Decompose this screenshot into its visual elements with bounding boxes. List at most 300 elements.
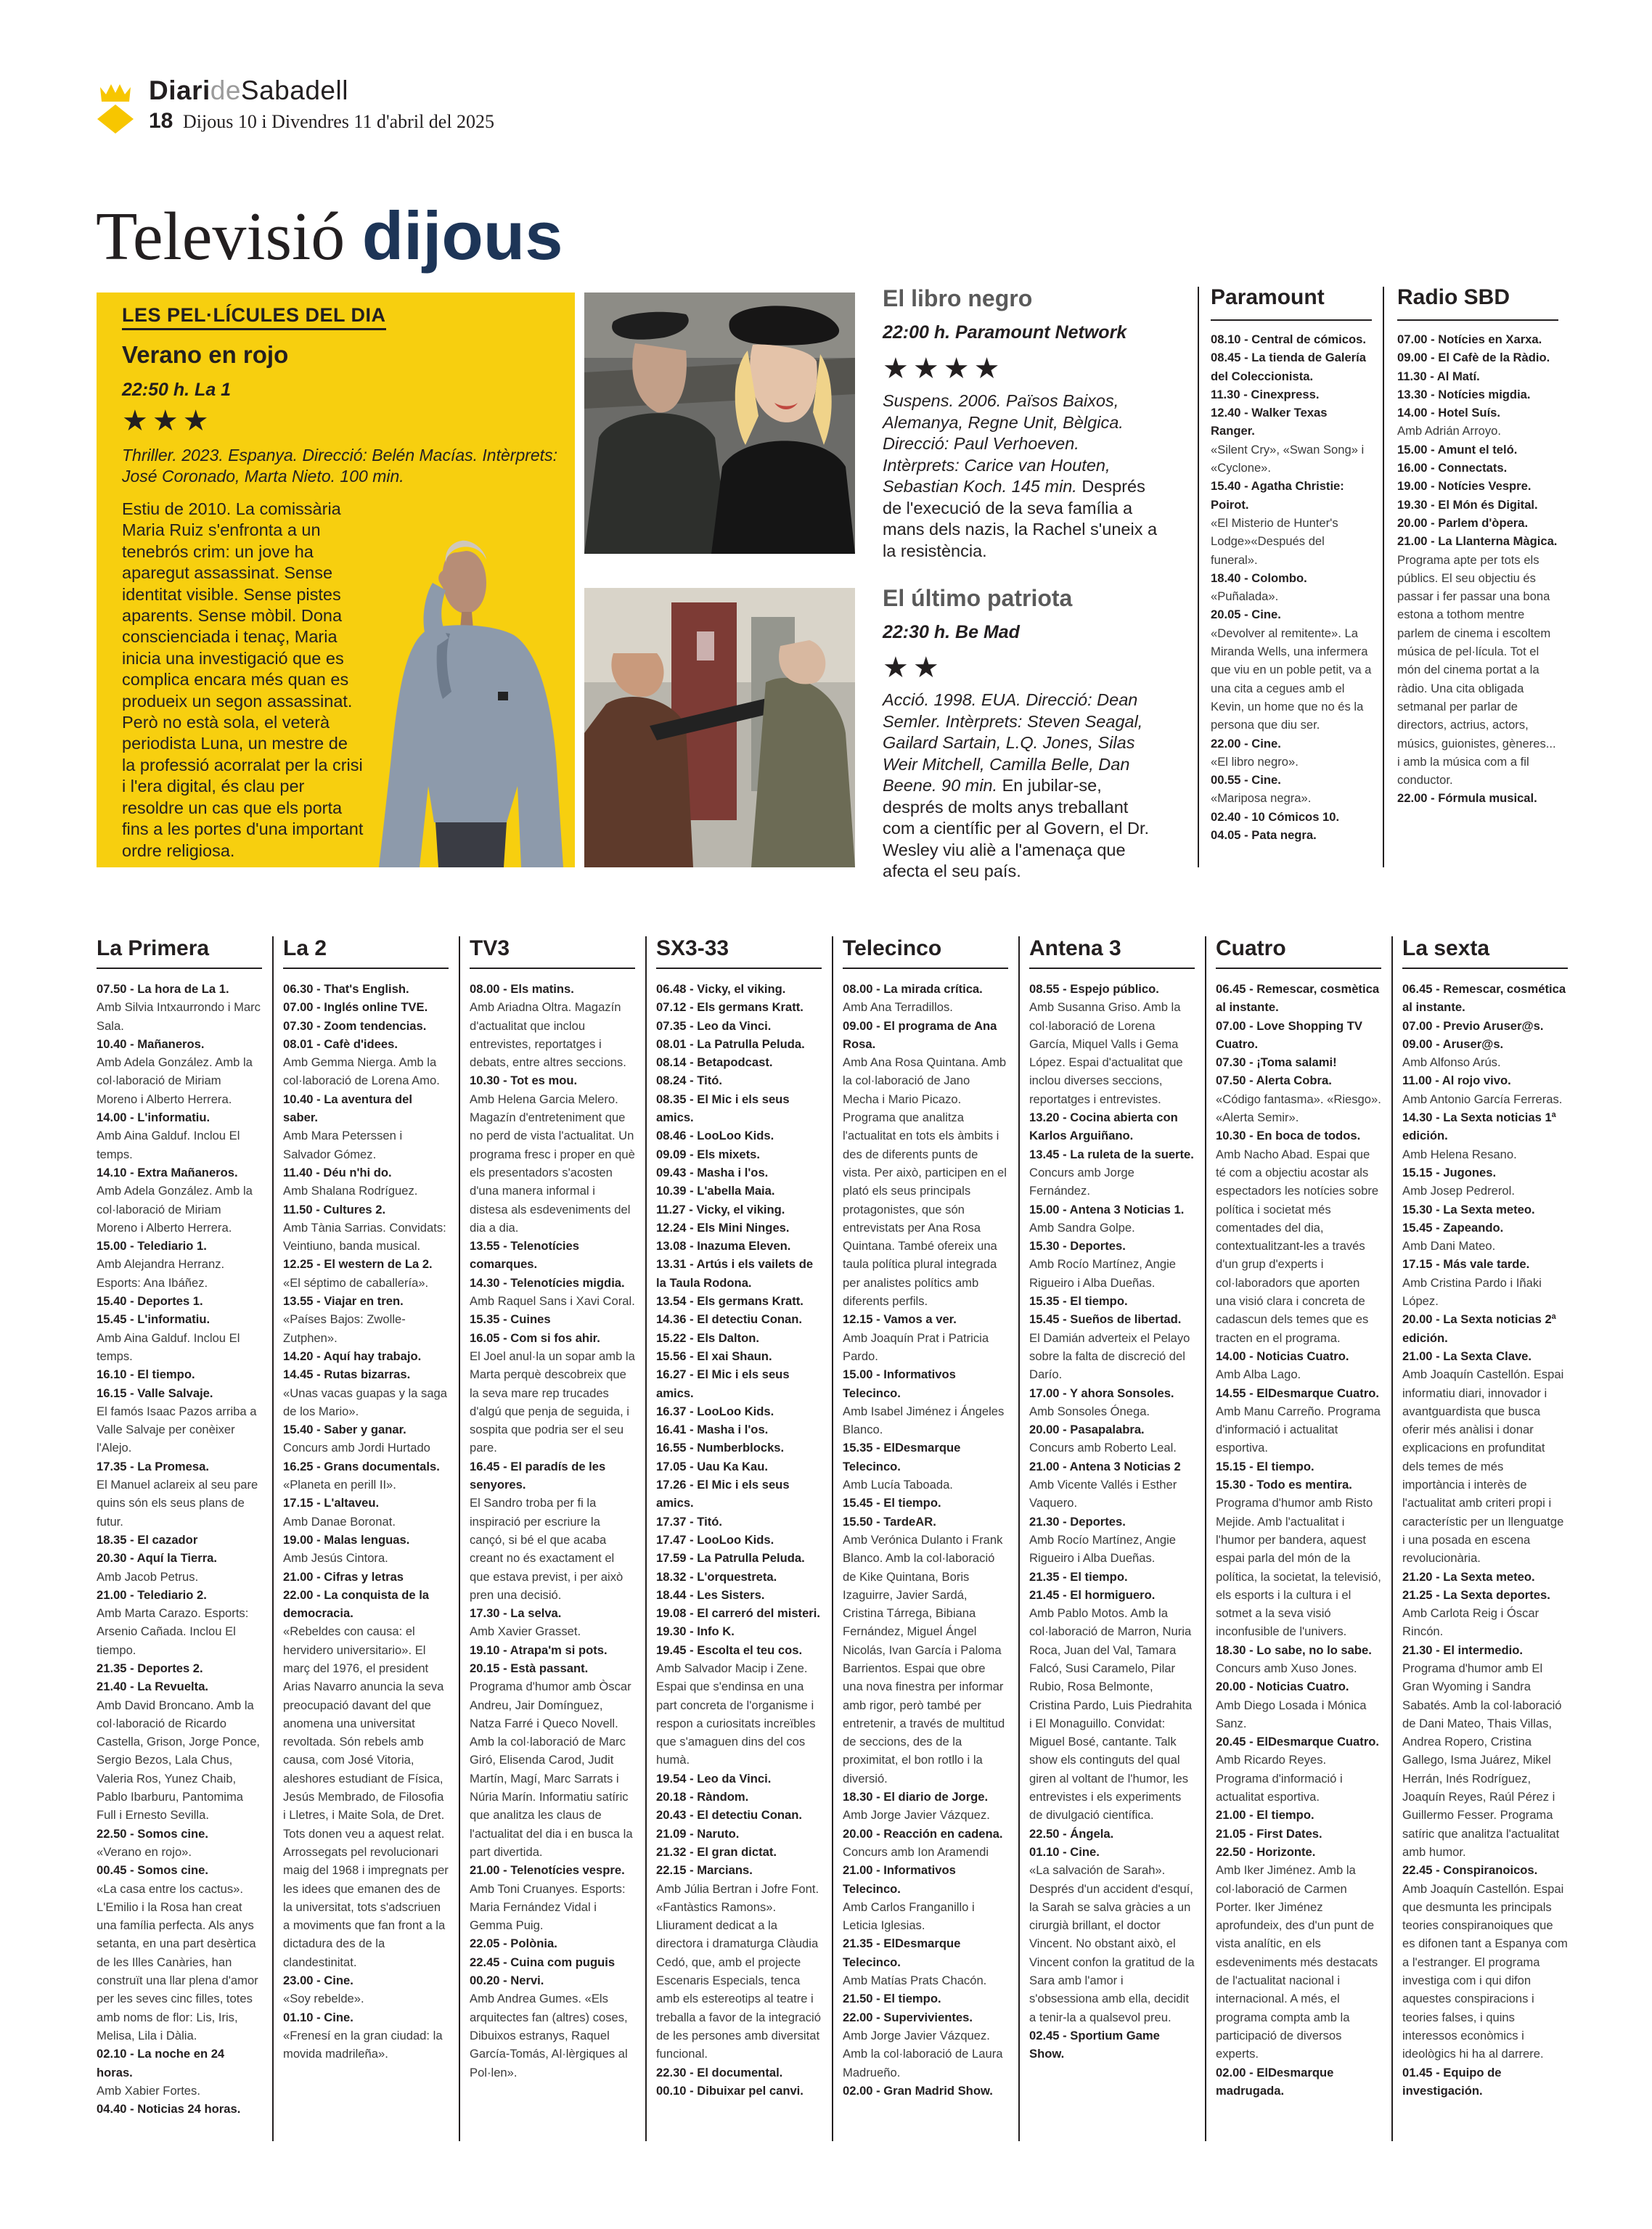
program-entry: 02.10 - La noche en 24 horas.: [97, 2047, 225, 2079]
program-entry: 16.41 - Masha i l'os.: [656, 1423, 769, 1437]
program-entry: 07.00 - Notícies en Xarxa.: [1397, 332, 1542, 346]
program-entry: 14.00 - Hotel Suís.: [1397, 406, 1501, 420]
program-entry: 16.10 - El tiempo.: [97, 1367, 195, 1382]
program-entry: 08.00 - Els matins.: [470, 982, 574, 996]
program-description: Amb Ana Rosa Quintana. Amb la col·laboració de Jano Mecha i Mario Picazo. Programa que analitza l'actualitat en tots els àmbits i des de diferents punts de vista. Per això, participen en el plató els seus principals protagonistes, que són entrevistats per Ana Rosa Quintana. També ofereix una taula política plural integrada per analistes polítics amb diferents perfils.: [843, 1055, 1007, 1309]
header-rule: [1402, 968, 1568, 969]
program-description: Amb Ana Terradillos.: [843, 1000, 953, 1015]
program-description: Amb Carlos Franganillo i Leticia Iglesias.: [843, 1899, 975, 1933]
program-description: Programa d'humor amb Òscar Andreu, Jair Domínguez, Natza Farré i Queco Novell. Amb la col·laboració de Marc Giró, Elisenda Carod, Judit Martín, Magí, Marc Sarrats i Núria Marín. Informatiu satíric que analitza les claus de l'actualitat del dia i en busca la part divertida.: [470, 1680, 633, 1859]
program-entry: 15.56 - El xai Shaun.: [656, 1349, 772, 1363]
program-entry: 21.32 - El gran dictat.: [656, 1844, 777, 1859]
program-entry: 10.30 - Tot es mou.: [470, 1073, 578, 1088]
program-entry: 14.30 - Telenotícies migdia.: [470, 1275, 625, 1290]
channel-header-antena-3: Antena 3: [1029, 936, 1121, 960]
schedule-la-sexta: [1402, 980, 1568, 2100]
program-entry: 17.15 - Más vale tarde.: [1402, 1257, 1530, 1272]
channel-header-radio-sbd: Radio SBD: [1397, 285, 1510, 309]
program-description: Amb Rocío Martínez, Angie Rigueiro i Alba Dueñas.: [1029, 1532, 1176, 1566]
program-description: Amb Iker Jiménez. Amb la col·laboració de Carmen Porter. Iker Jiménez aprofundeix, des d'un punt de vista analític, en els esdeveniments més destacats de l'actualitat nacional i internacional. A més, el programa compta amb la participació de diversos experts.: [1216, 1863, 1378, 2061]
program-entry: 17.26 - El Mic i els seus amics.: [656, 1478, 790, 1510]
program-description: «Puñalada».: [1211, 589, 1279, 604]
program-entry: 08.00 - La mirada crítica.: [843, 982, 983, 996]
program-description: «Soy rebelde».: [283, 1992, 364, 2006]
film3-rating-stars: ★★: [883, 652, 944, 684]
program-entry: 17.15 - L'altaveu.: [283, 1496, 380, 1510]
program-entry: 21.30 - El intermedio.: [1402, 1643, 1523, 1657]
program-entry: 13.55 - Viajar en tren.: [283, 1294, 404, 1309]
program-entry: 15.00 - Amunt el teló.: [1397, 442, 1518, 457]
program-description: El Sandro troba per fi la inspiració per escriure la cançó, si bé el que acaba creant no és exactament el que estava previst, i per això pren una decisió.: [470, 1496, 623, 1602]
program-entry: 08.10 - Central de cómicos.: [1211, 332, 1366, 346]
program-entry: 15.00 - Antena 3 Noticias 1.: [1029, 1202, 1185, 1216]
program-description: Amb Adrián Arroyo.: [1397, 424, 1501, 438]
program-description: Amb Alfonso Arús.: [1402, 1055, 1501, 1070]
program-entry: 18.32 - L'orquestreta.: [656, 1569, 777, 1584]
program-description: Amb Mara Peterssen i Salvador Gómez.: [283, 1129, 403, 1161]
program-entry: 13.31 - Artús i els vailets de la Taula Rodona.: [656, 1257, 814, 1290]
program-description: Amb Helena Resano.: [1402, 1147, 1517, 1161]
program-entry: 15.45 - L'informatiu.: [97, 1312, 210, 1327]
channel-header-tv3: TV3: [470, 936, 510, 960]
page-date: Dijous 10 i Divendres 11 d'abril del 2025: [183, 111, 495, 132]
program-entry: 06.45 - Remescar, cosmètica al instante.: [1216, 982, 1380, 1015]
program-entry: 13.30 - Notícies migdia.: [1397, 387, 1531, 401]
program-entry: 13.54 - Els germans Kratt.: [656, 1294, 803, 1309]
program-entry: 19.45 - Escolta el teu cos.: [656, 1643, 803, 1657]
program-entry: 15.35 - El tiempo.: [1029, 1294, 1128, 1309]
program-description: Amb Aina Galduf. Inclou El temps.: [97, 1330, 240, 1363]
channel-header-la-2: La 2: [283, 936, 327, 960]
film2-still-photo: [584, 293, 855, 554]
program-description: «Código fantasma». «Riesgo». «Alerta Semir».: [1216, 1092, 1381, 1125]
program-entry: 06.45 - Remescar, cosmética al instante.: [1402, 982, 1566, 1015]
program-description: Amb Ricardo Reyes. Programa d'informació i actualitat esportiva.: [1216, 1753, 1343, 1804]
program-entry: 13.20 - Cocina abierta con Karlos Arguiñano.: [1029, 1111, 1178, 1143]
program-entry: 11.30 - Cinexpress.: [1211, 387, 1320, 401]
schedule-antena-3: [1029, 980, 1195, 2064]
program-description: Amb Xabier Fortes.: [97, 2083, 200, 2098]
schedule-telecinco: [843, 980, 1008, 2100]
program-entry: 22.45 - Cuina com puguis: [470, 1955, 616, 1969]
program-entry: 14.55 - ElDesmarque Cuatro.: [1216, 1386, 1380, 1400]
program-entry: 21.09 - Naruto.: [656, 1826, 740, 1841]
program-entry: 08.24 - Titó.: [656, 1073, 722, 1088]
films-label: LES PEL·LÍCULES DEL DIA: [122, 304, 386, 330]
program-description: «Rebeldes con causa: el hervidero universitario». El març del 1976, el president Arias Navarro anuncia la seva preocupació davant del que anomena una universitat revoltada. Són rebels amb causa, com José Vitoria, aleshores estudiant de Física, Jesús Membrado, de Filosofia i Lletres, i Maite Sola, de Dret. Tots donen veu a aquest relat. Arrossegats pel revolucionari maig del 1968 i impregnats per les idees que emanen des de la universitat, tots s'adscriuen a moviments que fan front a la dictadura des de la clandestinitat.: [283, 1624, 449, 1969]
program-entry: 14.10 - Extra Mañaneros.: [97, 1165, 238, 1179]
program-entry: 10.39 - L'abella Maia.: [656, 1184, 775, 1198]
program-description: Amb Ariadna Oltra. Magazín d'actualitat que inclou entrevistes, reportatges i debats, entre altres seccions.: [470, 1000, 626, 1070]
program-description: Amb Silvia Intxaurrondo i Marc Sala.: [97, 1000, 261, 1033]
film2-credits: Suspens. 2006. Països Baixos, Alemanya, Regne Unit, Bèlgica. Direcció: Paul Verhoeven. Intèrprets: Carice van Houten, Sebastian Koch. 145 min.: [883, 391, 1124, 496]
program-description: Amb Jacob Petrus.: [97, 1569, 199, 1584]
program-description: Amb Adela González. Amb la col·laboració de Miriam Moreno i Alberto Herrera.: [97, 1055, 253, 1106]
schedule-la-2: [283, 980, 449, 2064]
program-entry: 09.00 - Aruser@s.: [1402, 1036, 1504, 1051]
program-entry: 17.05 - Uau Ka Kau.: [656, 1459, 769, 1473]
program-description: Amb Tània Sarrias. Convidats: Veintiuno, banda musical.: [283, 1220, 446, 1253]
program-entry: 14.00 - L'informatiu.: [97, 1111, 210, 1125]
program-entry: 23.00 - Cine.: [283, 1974, 353, 1988]
program-description: Amb Toni Cruanyes. Esports: Maria Fernández Vidal i Gemma Puig.: [470, 1881, 626, 1933]
film2-schedule: 22:00 h. Paramount Network: [883, 322, 1127, 343]
program-entry: 07.35 - Leo da Vinci.: [656, 1018, 772, 1033]
program-entry: 21.00 - La Llanterna Màgica.: [1397, 534, 1558, 549]
program-description: Amb Jorge Javier Vázquez.: [843, 1808, 990, 1823]
program-entry: 19.00 - Notícies Vespre.: [1397, 479, 1532, 494]
program-description: Amb Jorge Javier Vázquez. Amb la col·laboració de Laura Madrueño.: [843, 2028, 1003, 2079]
program-entry: 15.40 - Saber y ganar.: [283, 1423, 406, 1437]
program-description: Amb Antonio García Ferreras.: [1402, 1092, 1563, 1106]
channel-header-cuatro: Cuatro: [1216, 936, 1286, 960]
program-entry: 22.00 - Cine.: [1211, 736, 1281, 751]
program-entry: 21.00 - Antena 3 Noticias 2: [1029, 1459, 1181, 1473]
program-description: Amb Matías Prats Chacón.: [843, 1974, 987, 1988]
program-entry: 15.00 - Telediario 1.: [97, 1239, 207, 1253]
schedule-la-primera: [97, 980, 262, 2118]
program-entry: 15.50 - TardeAR.: [843, 1514, 936, 1529]
program-description: Amb Diego Losada i Mónica Sanz.: [1216, 1698, 1367, 1730]
film1-schedule: 22:50 h. La 1: [122, 380, 232, 400]
program-entry: 21.00 - La Sexta Clave.: [1402, 1349, 1532, 1363]
program-entry: 11.00 - Al rojo vivo.: [1402, 1073, 1511, 1088]
program-description: «Silent Cry», «Swan Song» i «Cyclone».: [1211, 442, 1365, 475]
program-description: El Joel anul·la un sopar amb la Marta perquè descobreix que la seva mare rep trucades d'algú que penja de seguida, i sospita que podria ser el seu pare.: [470, 1349, 635, 1455]
program-entry: 08.45 - La tienda de Galería del Coleccionista.: [1211, 351, 1366, 383]
film1-credits: Thriller. 2023. Espanya. Direcció: Belén Macías. Intèrprets: José Coronado, Marta Nieto. 100 min.: [122, 446, 557, 486]
program-description: «Mariposa negra».: [1211, 791, 1312, 806]
schedule-radio-sbd: [1397, 330, 1558, 808]
program-entry: 20.30 - Aquí la Tierra.: [97, 1551, 218, 1566]
program-entry: 16.27 - El Mic i els seus amics.: [656, 1367, 790, 1400]
program-description: Amb Cristina Pardo i Iñaki López.: [1402, 1275, 1542, 1309]
program-description: «Países Bajos: Zwolle-Zutphen».: [283, 1312, 406, 1345]
program-description: Amb Danae Boronat.: [283, 1514, 396, 1529]
program-description: Concurs amb Ion Aramendi: [843, 1844, 989, 1859]
program-entry: 07.30 - ¡Toma salami!: [1216, 1055, 1337, 1070]
program-entry: 22.15 - Marcians.: [656, 1863, 753, 1878]
program-description: Amb Nacho Abad. Espai que té com a objectiu acostar als espectadors les notícies sobre política i societat més comentades del dia, contextualitzant-les a través d'un grup d'experts i col·laboradors que aporten una visió clara i concreta de cadascun dels temes que es tracten en el programa.: [1216, 1147, 1379, 1345]
program-entry: 21.25 - La Sexta deportes.: [1402, 1587, 1550, 1602]
program-entry: 17.35 - La Promesa.: [97, 1459, 209, 1473]
page-number: 18: [149, 109, 173, 133]
program-entry: 00.55 - Cine.: [1211, 773, 1281, 788]
column-divider: [1391, 936, 1393, 2141]
program-description: Amb Verónica Dulanto i Frank Blanco. Amb la col·laboració de Kike Quintana, Boris Izaguirre, Javier Sardá, Cristina Tárrega, Bibiana Fernández, Miguel Ángel Nicolás, Ivan García i Paloma Barrientos. Espai que obre una nova finestra per informar amb rigor, però també per entretenir, a través de multitud de seccions, des de la proximitat, el bon rotllo i la diversió.: [843, 1532, 1005, 1786]
program-entry: 22.50 - Somos cine.: [97, 1826, 209, 1841]
column-divider: [645, 936, 647, 2141]
program-entry: 21.35 - Deportes 2.: [97, 1661, 203, 1675]
program-entry: 21.00 - El tiempo.: [1216, 1808, 1314, 1823]
actor-photo: [376, 474, 565, 867]
program-entry: 20.15 - Està passant.: [470, 1661, 589, 1675]
program-entry: 14.00 - Noticias Cuatro.: [1216, 1349, 1349, 1363]
channel-header-telecinco: Telecinco: [843, 936, 942, 960]
film2-title: El libro negro: [883, 285, 1033, 311]
program-description: «Unas vacas guapas y la saga de los Mario».: [283, 1386, 448, 1418]
program-entry: 08.46 - LooLoo Kids.: [656, 1129, 774, 1143]
program-entry: 11.40 - Déu n'hi do.: [283, 1165, 392, 1179]
film1-title: Verano en rojo: [122, 341, 289, 368]
program-entry: 12.24 - Els Mini Ninges.: [656, 1220, 790, 1235]
program-entry: 00.45 - Somos cine.: [97, 1863, 209, 1878]
program-entry: 18.30 - Lo sabe, no lo sabe.: [1216, 1643, 1372, 1657]
program-description: Amb Adela González. Amb la col·laboració de Miriam Moreno i Alberto Herrera.: [97, 1184, 253, 1235]
film2-rating-stars: ★★★★: [883, 353, 1005, 385]
program-description: Amb Alba Lago.: [1216, 1367, 1301, 1382]
program-entry: 16.55 - Numberblocks.: [656, 1441, 785, 1455]
channel-header-paramount: Paramount: [1211, 285, 1325, 309]
program-entry: 20.00 - Reacción en cadena.: [843, 1826, 1003, 1841]
program-description: «Verano en rojo».: [97, 1844, 192, 1859]
program-entry: 00.20 - Nervi.: [470, 1974, 544, 1988]
program-description: Amb Joaquín Prat i Patricia Pardo.: [843, 1330, 989, 1363]
program-entry: 20.43 - El detectiu Conan.: [656, 1808, 803, 1823]
program-description: El famós Isaac Pazos arriba a Valle Salvaje per conèixer l'Alejo.: [97, 1404, 257, 1455]
program-description: Amb Carlota Reig i Óscar Rincón.: [1402, 1606, 1539, 1639]
program-entry: 15.15 - Jugones.: [1402, 1165, 1497, 1179]
program-entry: 22.00 - Supervivientes.: [843, 2010, 973, 2024]
program-description: Amb Marta Carazo. Esports: Arsenio Cañada. Inclou El tiempo.: [97, 1606, 249, 1657]
program-description: Amb Aina Galduf. Inclou El temps.: [97, 1129, 240, 1161]
program-entry: 20.45 - ElDesmarque Cuatro.: [1216, 1735, 1380, 1749]
program-entry: 02.00 - ElDesmarque madrugada.: [1216, 2065, 1334, 2098]
column-divider: [1383, 287, 1384, 867]
program-entry: 10.40 - La aventura del saber.: [283, 1092, 413, 1125]
program-entry: 07.00 - Love Shopping TV Cuatro.: [1216, 1018, 1362, 1051]
program-entry: 15.30 - La Sexta meteo.: [1402, 1202, 1535, 1216]
program-entry: 21.35 - ElDesmarque Telecinco.: [843, 1936, 961, 1969]
program-entry: 21.45 - El hormiguero.: [1029, 1587, 1156, 1602]
program-description: Programa d'humor amb El Gran Wyoming i Sandra Sabatés. Amb la col·laboració de Dani Mateo, Thais Villas, Andrea Ropero, Cristina Gallego, Isma Juárez, Mikel Herrán, Inés Rodríguez, Joaquín Reyes, Raúl Pérez i Guillermo Fesser. Programa satíric que analitza l'actualitat amb humor.: [1402, 1661, 1562, 1859]
film3-synopsis: En jubilar-se, després de molts anys treballant com a científic per al Govern, el Dr. Wesley viu aliè a l'amenaça que afecta el seu país.: [883, 776, 1150, 880]
program-entry: 19.30 - Info K.: [656, 1624, 735, 1639]
film3-title: El último patriota: [883, 585, 1073, 611]
header-rule: [656, 968, 822, 969]
program-entry: 21.05 - First Dates.: [1216, 1826, 1322, 1841]
films-of-day-box: [97, 293, 575, 867]
program-entry: 20.00 - Noticias Cuatro.: [1216, 1680, 1349, 1694]
program-entry: 16.00 - Connectats.: [1397, 461, 1508, 475]
program-description: Concurs amb Xuso Jones.: [1216, 1661, 1357, 1675]
program-entry: 17.47 - LooLoo Kids.: [656, 1532, 774, 1547]
program-entry: 07.30 - Zoom tendencias.: [283, 1018, 427, 1033]
brand-name: DiarideSabadell: [149, 75, 348, 105]
program-entry: 22.00 - Fórmula musical.: [1397, 791, 1537, 806]
program-entry: 02.45 - Sportium Game Show.: [1029, 2028, 1160, 2061]
program-description: Amb Shalana Rodríguez.: [283, 1184, 418, 1198]
program-entry: 00.10 - Dibuixar pel canvi.: [656, 2083, 803, 2098]
program-entry: 06.30 - That's English.: [283, 982, 409, 996]
program-entry: 11.27 - Vicky, el viking.: [656, 1202, 785, 1216]
header-rule: [1029, 968, 1195, 969]
program-entry: 16.45 - El paradís de les senyores.: [470, 1459, 606, 1492]
program-entry: 21.00 - Telenotícies vespre.: [470, 1863, 625, 1878]
program-description: Amb Joaquín Castellón. Espai que desmunta les principals teories conspiranoiques que es difonen tant a Espanya com a l'estranger. El programa investiga com i qui difon aquestes conspiracions i teories falses, i quins interessos econòmics i ideològics hi ha al darrere.: [1402, 1881, 1568, 2061]
program-entry: 15.45 - El tiempo.: [843, 1496, 941, 1510]
program-description: «La casa entre los cactus». L'Emilio i la Rosa han creat una família perfecta. Als anys setanta, en una part desèrtica de les Illes Canàries, han construït una llar plena d'amor per les seves cinc filles, totes amb noms de flor: Lis, Iris, Melisa, Lila i Dàlia.: [97, 1881, 258, 2042]
program-entry: 15.35 - Cuines: [470, 1312, 551, 1327]
program-entry: 16.37 - LooLoo Kids.: [656, 1404, 774, 1418]
film3-credits: Acció. 1998. EUA. Direcció: Dean Semler. Intèrprets: Steven Seagal, Gailard Sartain, L.Q. Jones, Silas Weir Mitchell, Camilla Belle, Dan Beene. 90 min.: [883, 690, 1143, 795]
program-entry: 13.55 - Telenotícies comarques.: [470, 1239, 579, 1272]
program-entry: 08.01 - Cafè d'idees.: [283, 1036, 398, 1051]
program-entry: 22.30 - El documental.: [656, 2065, 783, 2079]
program-entry: 14.30 - La Sexta noticias 1ª edición.: [1402, 1111, 1556, 1143]
column-divider: [1018, 936, 1020, 2141]
program-entry: 20.18 - Ràndom.: [656, 1790, 749, 1804]
program-entry: 10.30 - En boca de todos.: [1216, 1129, 1361, 1143]
program-description: Amb Sandra Golpe.: [1029, 1220, 1135, 1235]
program-description: El Manuel aclareix al seu pare quins són els seus plans de futur.: [97, 1478, 258, 1529]
header-rule: [470, 968, 635, 969]
program-entry: 15.45 - Sueños de libertad.: [1029, 1312, 1182, 1327]
program-entry: 06.48 - Vicky, el viking.: [656, 982, 786, 996]
program-entry: 21.00 - Cifras y letras: [283, 1569, 404, 1584]
program-description: El Damián adverteix el Pelayo sobre la falta de discreció del Darío.: [1029, 1330, 1190, 1382]
program-entry: 12.25 - El western de La 2.: [283, 1257, 433, 1272]
program-entry: 18.30 - El diario de Jorge.: [843, 1790, 989, 1804]
program-entry: 07.00 - Inglés online TVE.: [283, 1000, 428, 1015]
film3-schedule: 22:30 h. Be Mad: [883, 622, 1020, 642]
film1-synopsis: Estiu de 2010. La comissària Maria Ruiz s'enfronta a un tenebrós crim: un jove ha aparegut assassinat. Sense identitat visible. Sense pistes aparents. Sense mòbil. Dona conscienciada i tenaç, Maria inicia una investigació que es complica encara més quan es produeix un segon assassinat. Però no està sola, el veterà periodista Luna, un mestre de la professió acorralat per la crisi i l'era digital, és clau per resoldre un cas que els porta fins a les portes d'una important ordre religiosa.: [122, 499, 364, 860]
program-entry: 01.10 - Cine.: [1029, 1844, 1100, 1859]
program-entry: 20.05 - Cine.: [1211, 608, 1281, 622]
program-entry: 11.50 - Cultures 2.: [283, 1202, 386, 1216]
column-divider: [1205, 936, 1206, 2141]
program-entry: 15.30 - Todo es mentira.: [1216, 1478, 1352, 1492]
program-entry: 09.43 - Masha i l'os.: [656, 1165, 769, 1179]
program-entry: 17.59 - La Patrulla Peluda.: [656, 1551, 805, 1566]
channel-header-la-primera: La Primera: [97, 936, 210, 960]
program-description: Amb Dani Mateo.: [1402, 1239, 1496, 1253]
program-entry: 07.50 - La hora de La 1.: [97, 982, 229, 996]
program-entry: 21.50 - El tiempo.: [843, 1992, 941, 2006]
program-entry: 19.10 - Atrapa'm si pots.: [470, 1643, 608, 1657]
program-entry: 19.30 - El Món és Digital.: [1397, 497, 1538, 512]
program-description: «El Misterio de Hunter's Lodge»«Después del funeral».: [1211, 515, 1338, 567]
program-entry: 02.40 - 10 Cómicos 10.: [1211, 809, 1340, 824]
program-entry: 12.15 - Vamos a ver.: [843, 1312, 957, 1327]
program-description: «Frenesí en la gran ciudad: la movida madrileña».: [283, 2028, 443, 2061]
program-entry: 20.00 - Parlem d'òpera.: [1397, 515, 1529, 530]
program-description: Amb Rocío Martínez, Angie Rigueiro i Alba Dueñas.: [1029, 1257, 1176, 1290]
film2-description: [883, 390, 1158, 562]
schedule-sx3-33: [656, 980, 822, 2100]
program-description: Concurs amb Jorge Fernández.: [1029, 1165, 1134, 1198]
program-description: Amb Xavier Grasset.: [470, 1624, 581, 1639]
program-entry: 22.05 - Polònia.: [470, 1936, 557, 1951]
program-entry: 14.20 - Aquí hay trabajo.: [283, 1349, 422, 1363]
program-entry: 18.44 - Les Sisters.: [656, 1587, 765, 1602]
program-entry: 22.00 - La conquista de la democracia.: [283, 1587, 430, 1621]
program-description: «Planeta en perill II».: [283, 1478, 396, 1492]
program-entry: 08.01 - La Patrulla Peluda.: [656, 1036, 805, 1051]
program-entry: 21.35 - El tiempo.: [1029, 1569, 1128, 1584]
program-description: Amb Lucía Taboada.: [843, 1478, 953, 1492]
program-entry: 15.35 - ElDesmarque Telecinco.: [843, 1441, 961, 1473]
film2-synopsis: Després de l'execució de la seva família a mans dels nazis, la Rachel s'uneix a la resistència.: [883, 477, 1158, 560]
film1-rating-stars: ★★★: [122, 405, 213, 437]
program-entry: 19.08 - El carreró del misteri.: [656, 1606, 820, 1621]
program-entry: 08.14 - Betapodcast.: [656, 1055, 773, 1070]
program-entry: 11.30 - Al Matí.: [1397, 369, 1480, 383]
program-entry: 02.00 - Gran Madrid Show.: [843, 2083, 993, 2098]
program-entry: 15.45 - Zapeando.: [1402, 1220, 1504, 1235]
program-entry: 07.50 - Alerta Cobra.: [1216, 1073, 1332, 1088]
program-entry: 08.55 - Espejo público.: [1029, 982, 1159, 996]
program-description: Amb Sonsoles Ónega.: [1029, 1404, 1150, 1418]
header-rule: [97, 968, 262, 969]
program-entry: 19.00 - Malas lenguas.: [283, 1532, 410, 1547]
header-rule: [1211, 319, 1372, 321]
program-entry: 15.22 - Els Dalton.: [656, 1330, 760, 1345]
program-entry: 16.05 - Com si fos ahir.: [470, 1330, 600, 1345]
program-description: «El séptimo de caballería».: [283, 1275, 429, 1290]
program-entry: 22.50 - Ángela.: [1029, 1826, 1114, 1841]
program-entry: 12.40 - Walker Texas Ranger.: [1211, 406, 1328, 438]
header-rule: [283, 968, 449, 969]
program-description: Amb Isabel Jiménez i Ángeles Blanco.: [843, 1404, 1005, 1437]
program-description: Amb Susanna Griso. Amb la col·laboració de Lorena García, Miquel Valls i Gema López. Espai d'actualitat que inclou diverses seccions, reportatges i entrevistes.: [1029, 1000, 1183, 1106]
film3-description: [883, 690, 1158, 883]
schedule-cuatro: [1216, 980, 1381, 2100]
program-entry: 18.40 - Colombo.: [1211, 570, 1307, 585]
program-entry: 17.00 - Y ahora Sonsoles.: [1029, 1386, 1174, 1400]
program-description: Programa apte per tots els públics. El seu objectiu és passar i fer passar una bona estona a tothom mentre parlem de cinema i escoltem música de pel·lícula. Tot el món del cinema portat a la ràdio. Una cita obligada setmanal per parlar de directors, actrius, actors, músics, guionistes, gèneres... i amb la música com a fil conductor.: [1397, 552, 1556, 788]
program-description: Programa d'humor amb Risto Mejide. Amb l'actualitat i l'humor per bandera, aquest espai parla del món de la política, la societat, la televisió, els esports i la cultura i el sotmet a la seva visió inconfusible de l'univers.: [1216, 1496, 1381, 1639]
program-entry: 09.00 - El Cafè de la Ràdio.: [1397, 351, 1550, 365]
program-entry: 07.12 - Els germans Kratt.: [656, 1000, 803, 1015]
program-entry: 07.00 - Previo Aruser@s.: [1402, 1018, 1544, 1033]
program-entry: 16.25 - Grans documentals.: [283, 1459, 440, 1473]
program-description: «La salvación de Sarah». Després d'un accident d'esquí, la Sarah se salva gràcies a un cirurgià brillant, el doctor Vincent. No obstant això, el Vincent confon la gratitud de la Sara amb l'amor i s'obsessiona amb ella, decidit a tenir-la a qualsevol preu.: [1029, 1863, 1195, 2024]
program-description: Amb Alejandra Herranz. Esports: Ana Ibáñez.: [97, 1257, 225, 1290]
program-description: Amb Josep Pedrerol.: [1402, 1184, 1515, 1198]
program-entry: 21.40 - La Revuelta.: [97, 1680, 209, 1694]
program-description: «Devolver al remitente». La Miranda Wells, una infermera que viu en un poble petit, va a una cita a cegues amb el Kevin, un home que no és la persona que diu ser.: [1211, 626, 1372, 732]
program-entry: 14.36 - El detectiu Conan.: [656, 1312, 803, 1327]
program-entry: 13.45 - La ruleta de la suerte.: [1029, 1147, 1194, 1161]
program-entry: 21.20 - La Sexta meteo.: [1402, 1569, 1535, 1584]
program-entry: 15.40 - Agatha Christie: Poirot.: [1211, 479, 1344, 512]
section-title: Televisió dijous: [96, 197, 563, 274]
program-description: Amb Manu Carreño. Programa d'informació i actualitat esportiva.: [1216, 1404, 1381, 1455]
channel-header-la-sexta: La sexta: [1402, 936, 1490, 960]
program-description: Amb Joaquín Castellón. Espai informatiu diari, innovador i avantguardista que busca oferir més anàlisi i donar explicacions en profunditat dels temes de més importància i interès de l'actualitat amb criteri propi i característic per un llenguatge i una posada en escena revolucionària.: [1402, 1367, 1564, 1566]
film3-still-photo: [584, 588, 855, 867]
program-description: Concurs amb Jordi Hurtado: [283, 1441, 430, 1455]
program-entry: 04.05 - Pata negra.: [1211, 828, 1317, 843]
program-entry: 01.45 - Equipo de investigación.: [1402, 2065, 1502, 2098]
program-entry: 21.00 - Telediario 2.: [97, 1587, 207, 1602]
program-description: Amb Gemma Nierga. Amb la col·laboració de Lorena Amo.: [283, 1055, 440, 1088]
header-rule: [1216, 968, 1381, 969]
program-description: «El libro negro».: [1211, 754, 1299, 769]
program-description: Amb David Broncano. Amb la col·laboració de Ricardo Castella, Grison, Jorge Ponce, Sergio Bezos, Lala Chus, Valeria Ros, Yunez Chaib, Pablo Ibarburu, Pantomima Full i Ernesto Sevilla.: [97, 1698, 261, 1823]
column-divider: [832, 936, 833, 2141]
program-description: Amb Jesús Cintora.: [283, 1551, 388, 1566]
program-entry: 01.10 - Cine.: [283, 2010, 353, 2024]
program-entry: 14.45 - Rutas bizarras.: [283, 1367, 411, 1382]
program-description: Amb Salvador Macip i Zene. Espai que s'endinsa en una part concreta de l'organisme i respon a curiositats increïbles que s'amaguen dins del cos humà.: [656, 1661, 816, 1767]
program-description: Amb Pablo Motos. Amb la col·laboració de Marron, Nuria Roca, Juan del Val, Tamara Falcó, Susi Caramelo, Pilar Rubio, Rosa Belmonte, Cristina Pardo, Luis Piedrahita i El Monaguillo. Convidat: Miguel Bosé, cantante. Talk show els continguts del qual giren al voltant de l'humor, les entrevistes i els experiments de divulgació científica.: [1029, 1606, 1193, 1823]
program-entry: 22.50 - Horizonte.: [1216, 1844, 1316, 1859]
program-entry: 18.35 - El cazador: [97, 1532, 198, 1547]
program-entry: 08.35 - El Mic i els seus amics.: [656, 1092, 790, 1125]
program-description: Concurs amb Roberto Leal.: [1029, 1441, 1177, 1455]
